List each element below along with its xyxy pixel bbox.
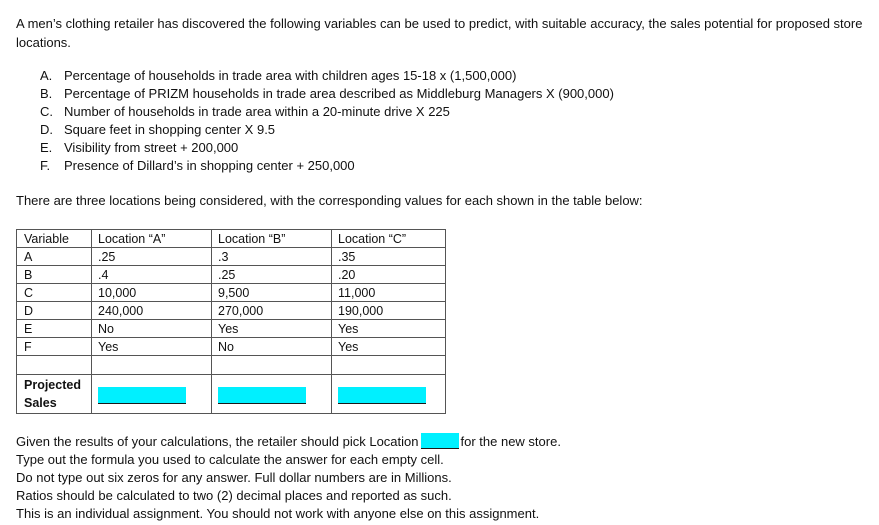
table-cell: .3 <box>212 248 332 266</box>
table-cell: B <box>17 266 92 284</box>
list-item <box>40 67 614 85</box>
projected-sales-c-input[interactable] <box>338 387 426 404</box>
table-cell: F <box>17 338 92 356</box>
sales-label: Sales <box>24 396 57 410</box>
table-cell: .35 <box>332 248 446 266</box>
footer-instructions <box>16 433 561 523</box>
projected-label: Projected <box>24 378 81 392</box>
list-text: Square feet in shopping center X 9.5 <box>64 122 276 137</box>
projected-sales-a-cell <box>92 375 212 414</box>
table-cell <box>92 356 212 375</box>
locations-table <box>16 229 446 414</box>
table-lead: There are three locations being considered, with the corresponding values for each shown in the table below: <box>16 193 643 208</box>
table-cell <box>332 356 446 375</box>
pick-location-line <box>16 433 561 451</box>
location-answer-input[interactable] <box>421 433 459 449</box>
table-cell: Yes <box>332 320 446 338</box>
list-item <box>40 103 614 121</box>
table-row <box>17 302 446 320</box>
table-cell: 190,000 <box>332 302 446 320</box>
table-cell: 270,000 <box>212 302 332 320</box>
table-cell <box>212 356 332 375</box>
table-cell: Yes <box>332 338 446 356</box>
pick-text-before: Given the results of your calculations, the retailer should pick Location <box>16 434 419 449</box>
table-cell <box>17 356 92 375</box>
table-cell: .20 <box>332 266 446 284</box>
projected-sales-b-input[interactable] <box>218 387 306 404</box>
list-text: Percentage of PRIZM households in trade area described as Middleburg Managers X (900,000) <box>64 86 614 101</box>
list-letter: F. <box>40 158 51 173</box>
list-letter: C. <box>40 104 53 119</box>
list-item <box>40 139 614 157</box>
instruction-line: Do not type out six zeros for any answer. Full dollar numbers are in Millions. <box>16 470 452 485</box>
table-cell: 11,000 <box>332 284 446 302</box>
instruction-line: This is an individual assignment. You should not work with anyone else on this assignment. <box>16 506 540 521</box>
intro-paragraph: A men’s clothing retailer has discovered the following variables can be used to predict, with suitable accuracy, the sales potential for proposed store locations. <box>16 16 863 50</box>
list-text: Number of households in trade area within a 20-minute drive X 225 <box>64 104 450 119</box>
table-cell: Yes <box>92 338 212 356</box>
table-cell: C <box>17 284 92 302</box>
header-variable: Variable <box>17 230 92 248</box>
list-item <box>40 157 614 175</box>
table-cell: E <box>17 320 92 338</box>
table-cell: No <box>92 320 212 338</box>
table-row <box>17 284 446 302</box>
table-cell: A <box>17 248 92 266</box>
table-cell: Yes <box>212 320 332 338</box>
variable-list <box>40 67 614 175</box>
table-row <box>17 338 446 356</box>
table-row <box>17 248 446 266</box>
list-letter: B. <box>40 86 53 101</box>
header-location-a: Location “A” <box>92 230 212 248</box>
list-item <box>40 121 614 139</box>
table-cell: .25 <box>212 266 332 284</box>
table-cell: 240,000 <box>92 302 212 320</box>
table-cell: .25 <box>92 248 212 266</box>
table-row <box>17 320 446 338</box>
projected-sales-c-cell <box>332 375 446 414</box>
table-cell: D <box>17 302 92 320</box>
table-header-row <box>17 230 446 248</box>
list-item <box>40 85 614 103</box>
header-location-b: Location “B” <box>212 230 332 248</box>
header-location-c: Location “C” <box>332 230 446 248</box>
pick-text-after: for the new store. <box>460 434 561 449</box>
instruction-line: Type out the formula you used to calculate the answer for each empty cell. <box>16 452 444 467</box>
list-text: Visibility from street + 200,000 <box>64 140 239 155</box>
table-cell: No <box>212 338 332 356</box>
list-text: Presence of Dillard’s in shopping center + 250,000 <box>64 158 355 173</box>
table-row <box>17 266 446 284</box>
projected-sales-row <box>17 375 446 414</box>
table-cell: 9,500 <box>212 284 332 302</box>
projected-sales-label-cell <box>17 375 92 414</box>
list-letter: E. <box>40 140 53 155</box>
projected-sales-a-input[interactable] <box>98 387 186 404</box>
table-cell: .4 <box>92 266 212 284</box>
projected-sales-b-cell <box>212 375 332 414</box>
table-blank-row <box>17 356 446 375</box>
instruction-line: Ratios should be calculated to two (2) decimal places and reported as such. <box>16 488 452 503</box>
list-text: Percentage of households in trade area with children ages 15-18 x (1,500,000) <box>64 68 517 83</box>
list-letter: D. <box>40 122 53 137</box>
list-letter: A. <box>40 68 53 83</box>
table-cell: 10,000 <box>92 284 212 302</box>
